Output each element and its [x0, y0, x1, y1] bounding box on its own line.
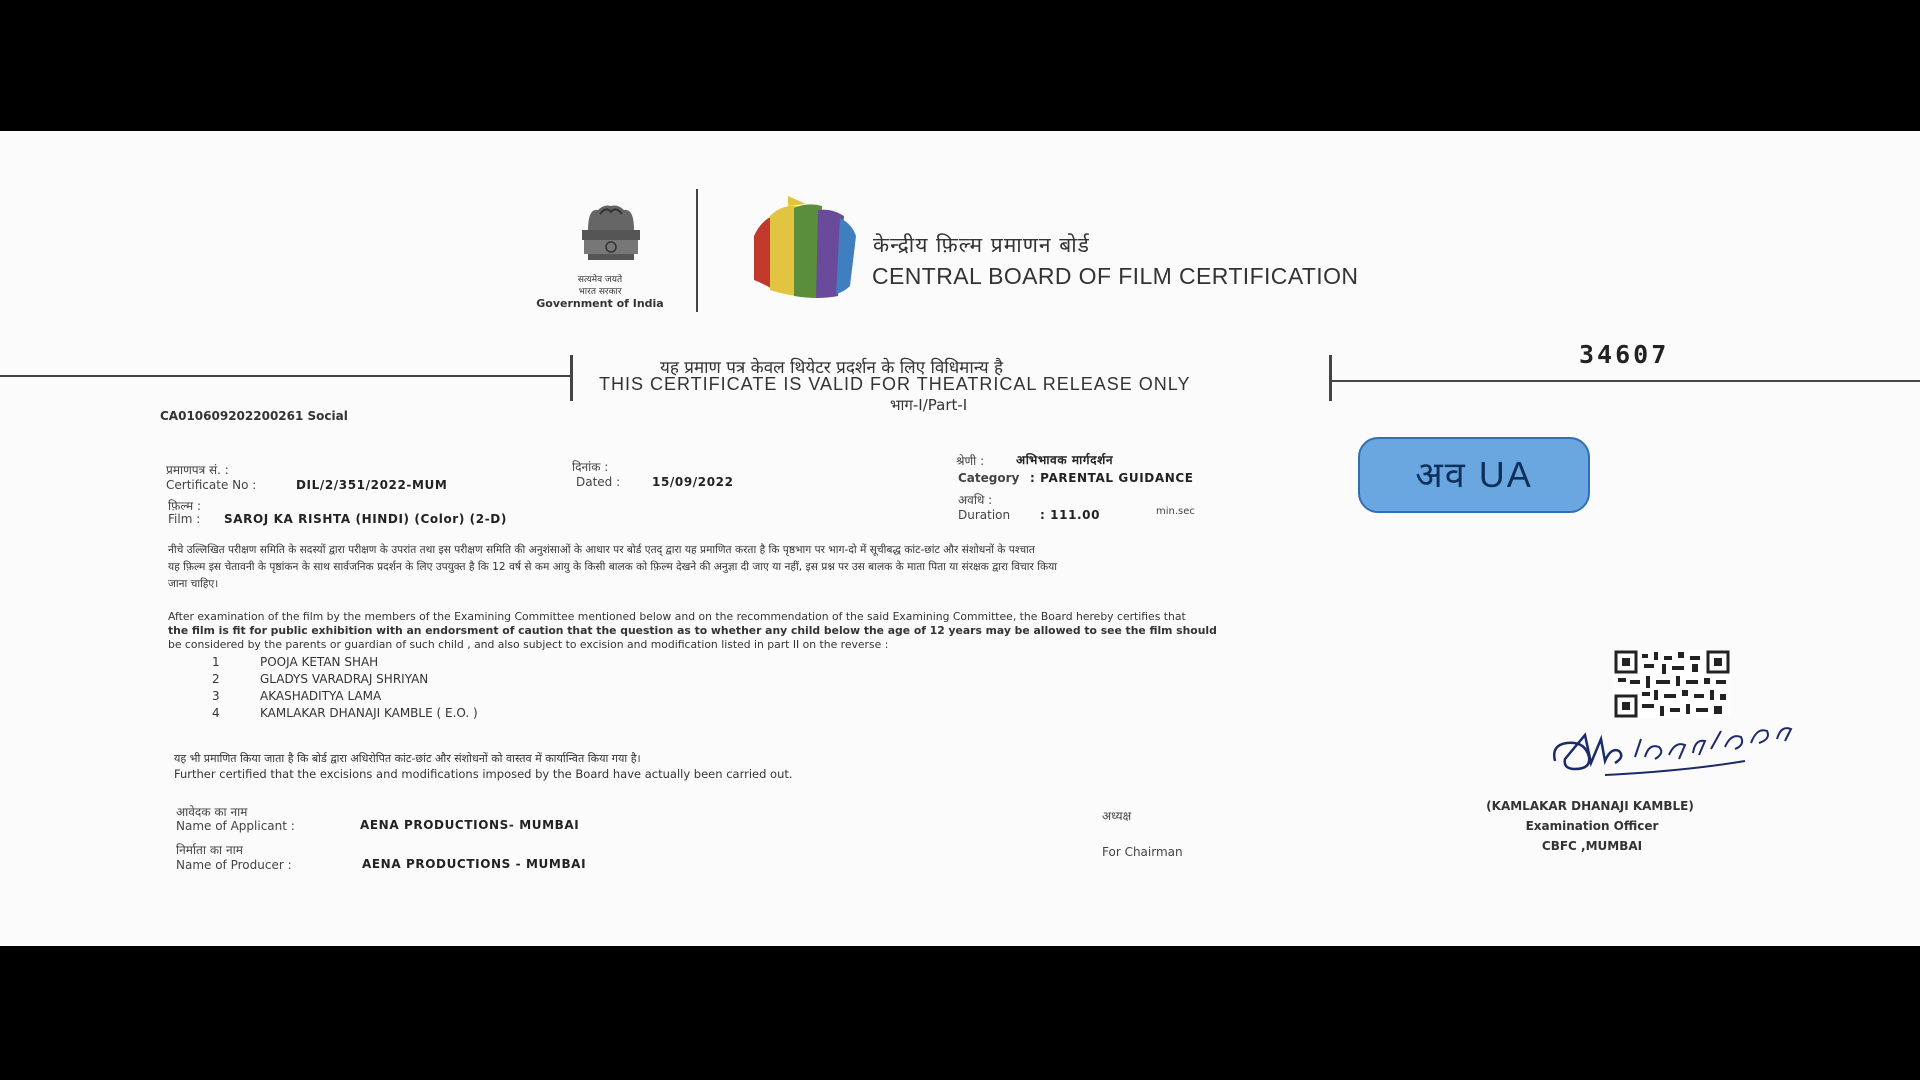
paragraph-english-1: After examination of the film by the members of the Examining Committee mentioned below and on the recommendation of the said Examining Committee, the Board hereby certifies that: [168, 610, 1186, 623]
applicant-value: AENA PRODUCTIONS- MUMBAI: [360, 818, 580, 832]
category-hindi-value: अभिभावक मार्गदर्शन: [1016, 453, 1114, 467]
category-value: : PARENTAL GUIDANCE: [1030, 471, 1194, 485]
member-number: 3: [212, 689, 220, 703]
further-certified-hindi: यह भी प्रमाणित किया जाता है कि बोर्ड द्वारा अधिरोपित कांट-छांट और संशोधनों को वास्तव में कार्यान्वित किया गया है।: [174, 752, 641, 765]
member-number: 2: [212, 672, 220, 686]
rule-left: [0, 375, 570, 377]
paragraph-hindi-2: यह फ़िल्म इस चेतावनी के पृष्ठांकन के साथ सार्वजनिक प्रदर्शन के लिए उपयुक्त है कि 12 वर्ष से कम आयु के किसी बालक को फ़िल्म देखने की अनुज्ञा दी जाए या नहीं, इस प्रश्न पर उस बालक के माता पिता या संरक्षक द्वारा विचार किया: [168, 561, 1057, 573]
member-name: GLADYS VARADRAJ SHRIYAN: [260, 672, 429, 686]
duration-unit: min.sec: [1156, 506, 1195, 517]
dated-label: Dated :: [576, 475, 621, 489]
header-divider: [696, 189, 698, 312]
film-hindi: फ़िल्म :: [168, 499, 202, 513]
duration-hindi: अवधि :: [958, 493, 993, 507]
dated-hindi: दिनांक :: [572, 460, 609, 474]
cbfc-logo-icon: [748, 196, 860, 304]
serial-number: 34607: [1579, 340, 1670, 369]
certificate-page: [0, 131, 1920, 946]
officer-office: CBFC ,MUMBAI: [1541, 839, 1643, 853]
duration-value: : 111.00: [1040, 508, 1101, 522]
board-name-hindi: केन्द्रीय फ़िल्म प्रमाणन बोर्ड: [873, 233, 1090, 257]
cert-no-hindi: प्रमाणपत्र सं. :: [166, 463, 229, 477]
applicant-hindi: आवेदक का नाम: [176, 805, 248, 819]
validity-hindi: यह प्रमाण पत्र केवल थियेटर प्रदर्शन के लिए विधिमान्य है: [660, 358, 1004, 378]
validity-english: THIS CERTIFICATE IS VALID FOR THEATRICAL RELEASE ONLY: [599, 374, 1191, 394]
member-number: 4: [212, 706, 220, 720]
member-name: AKASHADITYA LAMA: [260, 689, 382, 703]
emblem-hindi: भारत सरकार: [578, 287, 622, 297]
chairman-english: For Chairman: [1102, 845, 1183, 859]
qr-code-icon: [1614, 650, 1730, 718]
officer-name: (KAMLAKAR DHANAJI KAMBLE): [1486, 799, 1694, 813]
paragraph-english-2: the film is fit for public exhibition with an endorsment of caution that the question as to whether any child below the age of 12 years may be allowed to see the film should: [168, 624, 1217, 637]
member-name: POOJA KETAN SHAH: [260, 655, 379, 669]
producer-label: Name of Producer :: [176, 858, 292, 872]
government-of-india-label: Government of India: [536, 297, 664, 310]
emblem-motto: सत्यमेव जयते: [577, 275, 623, 285]
duration-label: Duration: [958, 508, 1011, 522]
producer-value: AENA PRODUCTIONS - MUMBAI: [362, 857, 587, 871]
paragraph-english-3: be considered by the parents or guardian of such child , and also subject to excision and modification listed in part II on the reverse :: [168, 638, 889, 651]
bar-right: [1329, 355, 1332, 401]
board-name-english: CENTRAL BOARD OF FILM CERTIFICATION: [872, 263, 1359, 289]
rating-badge: अव UA: [1358, 437, 1590, 513]
paragraph-hindi-1: नीचे उल्लिखित परीक्षण समिति के सदस्यों द्वारा परीक्षण के उपरांत तथा इस परीक्षण समिति की अनुशंसाओं के आधार पर बोर्ड एतद् द्वारा यह प्रमाणित करता है कि पृष्ठभाग पर भाग-दो में सूचीबद्ध कांट-छांट और संशोधनों के पश्चात: [168, 544, 1035, 556]
emblem-caption: [530, 274, 670, 310]
signature-icon: [1545, 717, 1815, 779]
paragraph-hindi-3: जाना चाहिए।: [168, 578, 219, 590]
member-number: 1: [212, 655, 220, 669]
chairman-hindi: अध्यक्ष: [1102, 809, 1132, 823]
officer-title: Examination Officer: [1525, 819, 1659, 833]
category-label: Category: [958, 471, 1020, 485]
rule-right: [1332, 380, 1920, 382]
film-value: SAROJ KA RISHTA (HINDI) (Color) (2-D): [224, 512, 507, 526]
producer-hindi: निर्माता का नाम: [176, 843, 243, 857]
cert-no-value: DIL/2/351/2022-MUM: [296, 478, 448, 492]
cert-no-label: Certificate No :: [166, 478, 257, 492]
further-certified-english: Further certified that the excisions and modifications imposed by the Board have actually been carried out.: [174, 767, 793, 781]
member-name: KAMLAKAR DHANAJI KAMBLE ( E.O. ): [260, 706, 478, 720]
bar-left: [570, 355, 573, 401]
applicant-label: Name of Applicant :: [176, 819, 295, 833]
category-hindi-label: श्रेणी :: [956, 454, 985, 468]
film-label: Film :: [168, 512, 201, 526]
reference-number: CA010609202200261 Social: [160, 409, 348, 423]
part-label: भाग-I/Part-I: [890, 396, 968, 414]
dated-value: 15/09/2022: [652, 475, 734, 489]
